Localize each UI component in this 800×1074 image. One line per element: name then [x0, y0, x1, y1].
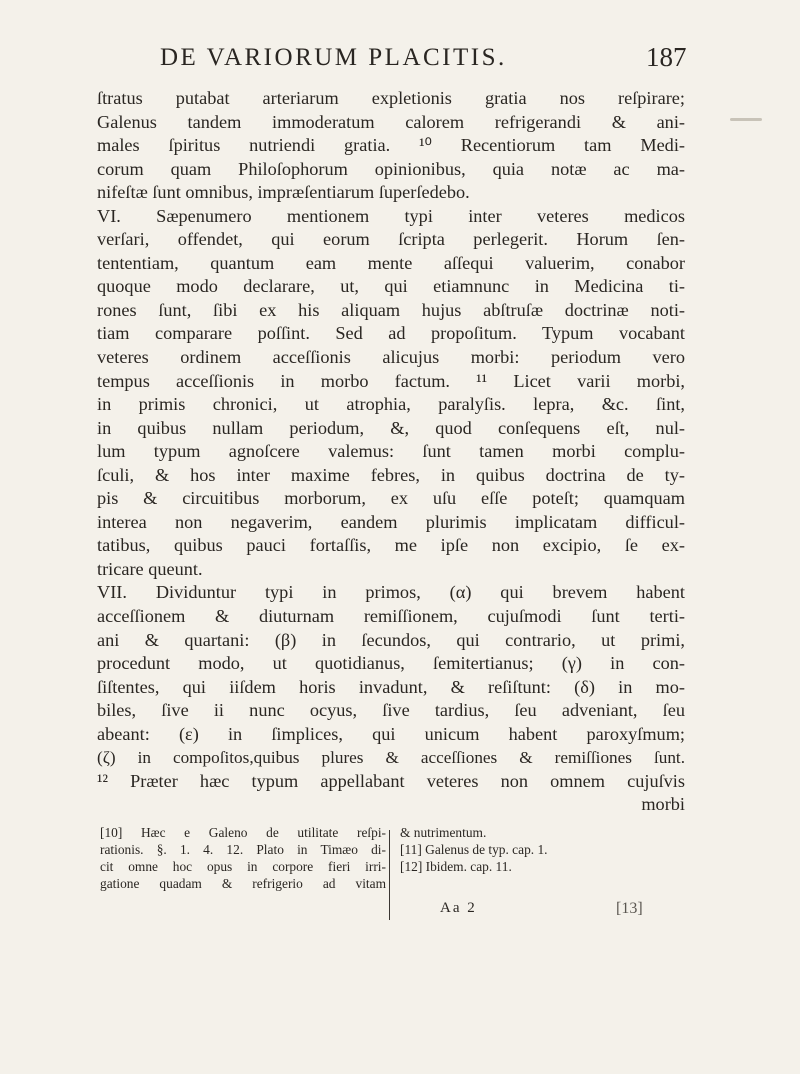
text-line: abeant: (ε) in ſimplices, qui unicum habent paroxyſmum; [97, 723, 685, 744]
text-line: procedunt modo, ut quotidianus, ſemitertianus; (γ) in con- [97, 653, 685, 674]
text-line: nifeſtæ ſunt omnibus, impræſentiarum ſuperſedebo. [97, 182, 470, 203]
text-line: tententiam, quantum eam mente aſſequi valuerim, conabor [97, 252, 685, 273]
signature-mark: Aa 2 [440, 900, 477, 916]
text-line: tiam comparare poſſint. Sed ad propoſitum. Typum vocabant [97, 323, 685, 344]
text-line: veteres ordinem acceſſionis alicujus morbi: periodum vero [97, 347, 685, 368]
text-line: tricare queunt. [97, 558, 203, 579]
text-line: rones ſunt, ſibi ex his aliquam hujus abſtruſæ doctrinæ noti- [97, 299, 685, 320]
text-line: ſculi, & hos inter maxime febres, in quibus doctrina de ty- [97, 464, 685, 485]
text-line: (ζ) in compoſitos,quibus plures & acceſſiones & remiſſiones ſunt. [97, 748, 685, 768]
text-line: pis & circuitibus morborum, ex uſu eſſe poteſt; quamquam [97, 488, 685, 509]
text-line: ſtratus putabat arteriarum expletionis gratia nos reſpirare; [97, 88, 685, 108]
footnote-line: [10] Hæc e Galeno de utilitate reſpi- [100, 825, 386, 840]
text-line: interea non negaverim, eandem plurimis implicatam difficul- [97, 511, 685, 532]
footnote-line: rationis. §. 1. 4. 12. Plato in Timæo di- [100, 842, 386, 857]
footnote-column-left [100, 824, 386, 892]
text-line: Galenus tandem immoderatum calorem refrigerandi & ani- [97, 111, 685, 132]
text-line: corum quam Philoſophorum opinionibus, quia notæ ac ma- [97, 158, 685, 179]
text-line: lum typum agnoſcere valemus: ſunt tamen morbi complu- [97, 441, 685, 462]
text-line: VI. Sæpenumero mentionem typi inter veteres medicos [97, 205, 685, 226]
footnote-column-right [400, 824, 700, 875]
page-number: 187 [646, 42, 687, 72]
main-text [97, 87, 685, 817]
text-line: in primis chronici, ut atrophia, paralyſis. lepra, &c. ſint, [97, 394, 685, 415]
footnote-line: gatione quadam & refrigerio ad vitam [100, 876, 386, 891]
footnote-divider [389, 830, 390, 920]
text-line: ani & quartani: (β) in ſecundos, qui contrario, ut primi, [97, 629, 685, 650]
running-title: DE VARIORUM PLACITIS. [160, 44, 507, 71]
text-line: ſiſtentes, qui iiſdem horis invadunt, & reſiſtunt: (δ) in mo- [97, 676, 685, 697]
page-marker: [13] [616, 900, 643, 917]
footnote-line: & nutrimentum. [400, 825, 487, 840]
text-line: males ſpiritus nutriendi gratia. ¹⁰ Recentiorum tam Medi- [97, 135, 685, 156]
footnote-line: [12] Ibidem. cap. 11. [400, 859, 512, 874]
text-line: tatibus, quibus pauci fortaſſis, me ipſe non excipio, ſe ex- [97, 535, 685, 556]
text-line: VII. Dividuntur typi in primos, (α) qui brevem habent [97, 582, 685, 603]
text-line: acceſſionem & diuturnam remiſſionem, cujuſmodi ſunt terti- [97, 606, 685, 627]
text-line: quoque modo declarare, ut, qui etiamnunc in Medicina ti- [97, 276, 685, 297]
text-line: verſari, offendet, qui eorum ſcripta perlegerit. Horum ſen- [97, 229, 685, 250]
text-line: in quibus nullam periodum, &, quod conſequens eſt, nul- [97, 417, 685, 438]
text-line: ¹² Præter hæc typum appellabant veteres non omnem cujuſvis [97, 770, 685, 791]
footnote-line: [11] Galenus de typ. cap. 1. [400, 842, 548, 857]
footnote-line: cit omne hoc opus in corpore fieri irri- [100, 859, 386, 874]
catchword: morbi [641, 794, 685, 815]
margin-mark [730, 118, 762, 121]
text-line: biles, ſive ii nunc ocyus, ſive tardius, ſeu adveniant, ſeu [97, 700, 685, 721]
text-line: tempus acceſſionis in morbo factum. ¹¹ Licet varii morbi, [97, 370, 685, 391]
